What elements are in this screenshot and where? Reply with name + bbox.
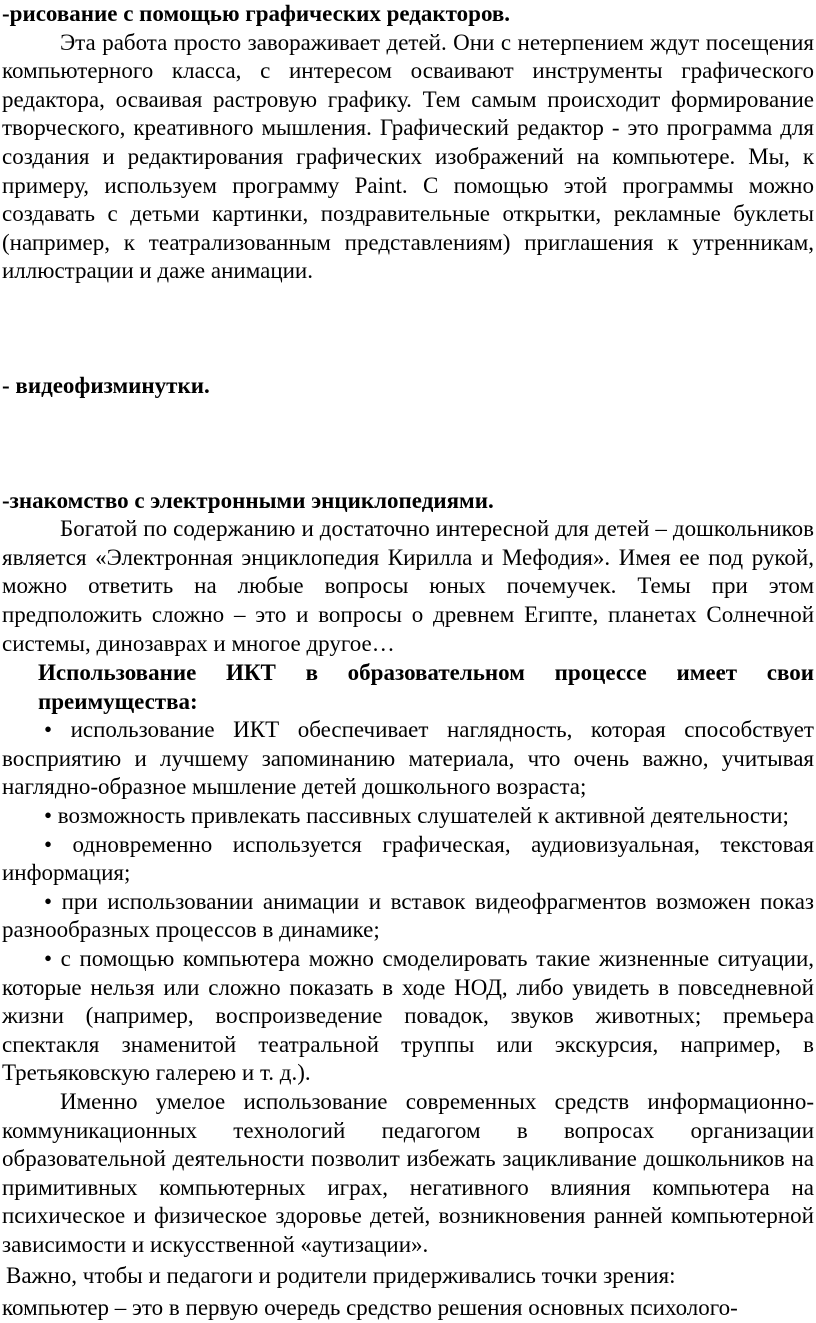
drawing-heading: -рисование с помощью графических редакторов.	[2, 1, 511, 26]
advantage-item: • при использовании анимации и вставок видеофрагментов возможен показ разнообразных процессов в динамике;	[2, 888, 814, 943]
conclusion-paragraph: Именно умелое использование современных средств информационно-коммуникационных технологий педагогом в вопросах организации образовательной деятельности позволит избежать зацикливание дошкольников на примитивных компьютерных играх, негативного влияния компьютера на психическое и физическое здоровье детей, возникновения ранней компьютерной зависимости и искусственной «аутизации».	[2, 1089, 814, 1257]
spacer	[2, 286, 814, 372]
encyclopedia-paragraph: Богатой по содержанию и достаточно интересной для детей – дошкольников является «Электронная энциклопедия Кирилла и Мефодия». Имея ее под рукой, можно ответить на любые вопросы юных почемучек. Темы при этом предположить сложно – это и вопросы о древнем Египте, планетах Солнечной системы, динозаврах и многое другое…	[2, 516, 814, 656]
important-line: Важно, чтобы и педагоги и родители придерживались точки зрения:	[6, 1262, 676, 1288]
advantage-item: • возможность привлекать пассивных слушателей к активной деятельности;	[44, 803, 789, 829]
final-line: компьютер – это в первую очередь средство решения основных психолого-	[2, 1295, 738, 1321]
spacer	[2, 401, 814, 487]
advantages-heading: Использование ИКТ в образовательном процессе имеет свои преимущества:	[38, 660, 814, 714]
encyclopedia-heading: -знакомство с электронными энциклопедиями.	[2, 487, 494, 513]
advantage-item: • одновременно используется графическая, аудиовизуальная, текстовая информация;	[2, 831, 814, 886]
video-heading: - видеофизминутки.	[2, 372, 210, 398]
drawing-paragraph: Эта работа просто завораживает детей. Они с нетерпением ждут посещения компьютерного класса, с интересом осваивают инструменты графического редактора, осваивая растровую графику. Тем самым происходит формирование творческого, креативного мышления. Графический редактор - это программа для создания и редактирования графических изображений на компьютере. Мы, к примеру, используем программу Paint. С помощью этой программы можно создавать с детьми картинки, поздравительные открытки, рекламные буклеты (например, к театрализованным представлениям) приглашения к утренникам, иллюстрации и даже анимации.	[2, 29, 814, 284]
advantage-item: • с помощью компьютера можно смоделировать такие жизненные ситуации, которые нельзя или сложно показать в ходе НОД, либо увидеть в повседневной жизни (например, воспроизведение повадок, звуков животных; премьера спектакля знаменитой театральной труппы или экскурсия, например, в Третьяковскую галерею и т. д.).	[2, 946, 814, 1086]
advantage-item: • использование ИКТ обеспечивает наглядность, которая способствует восприятию и лучшему запоминанию материала, что очень важно, учитывая наглядно-образное мышление детей дошкольного возраста;	[2, 717, 814, 800]
